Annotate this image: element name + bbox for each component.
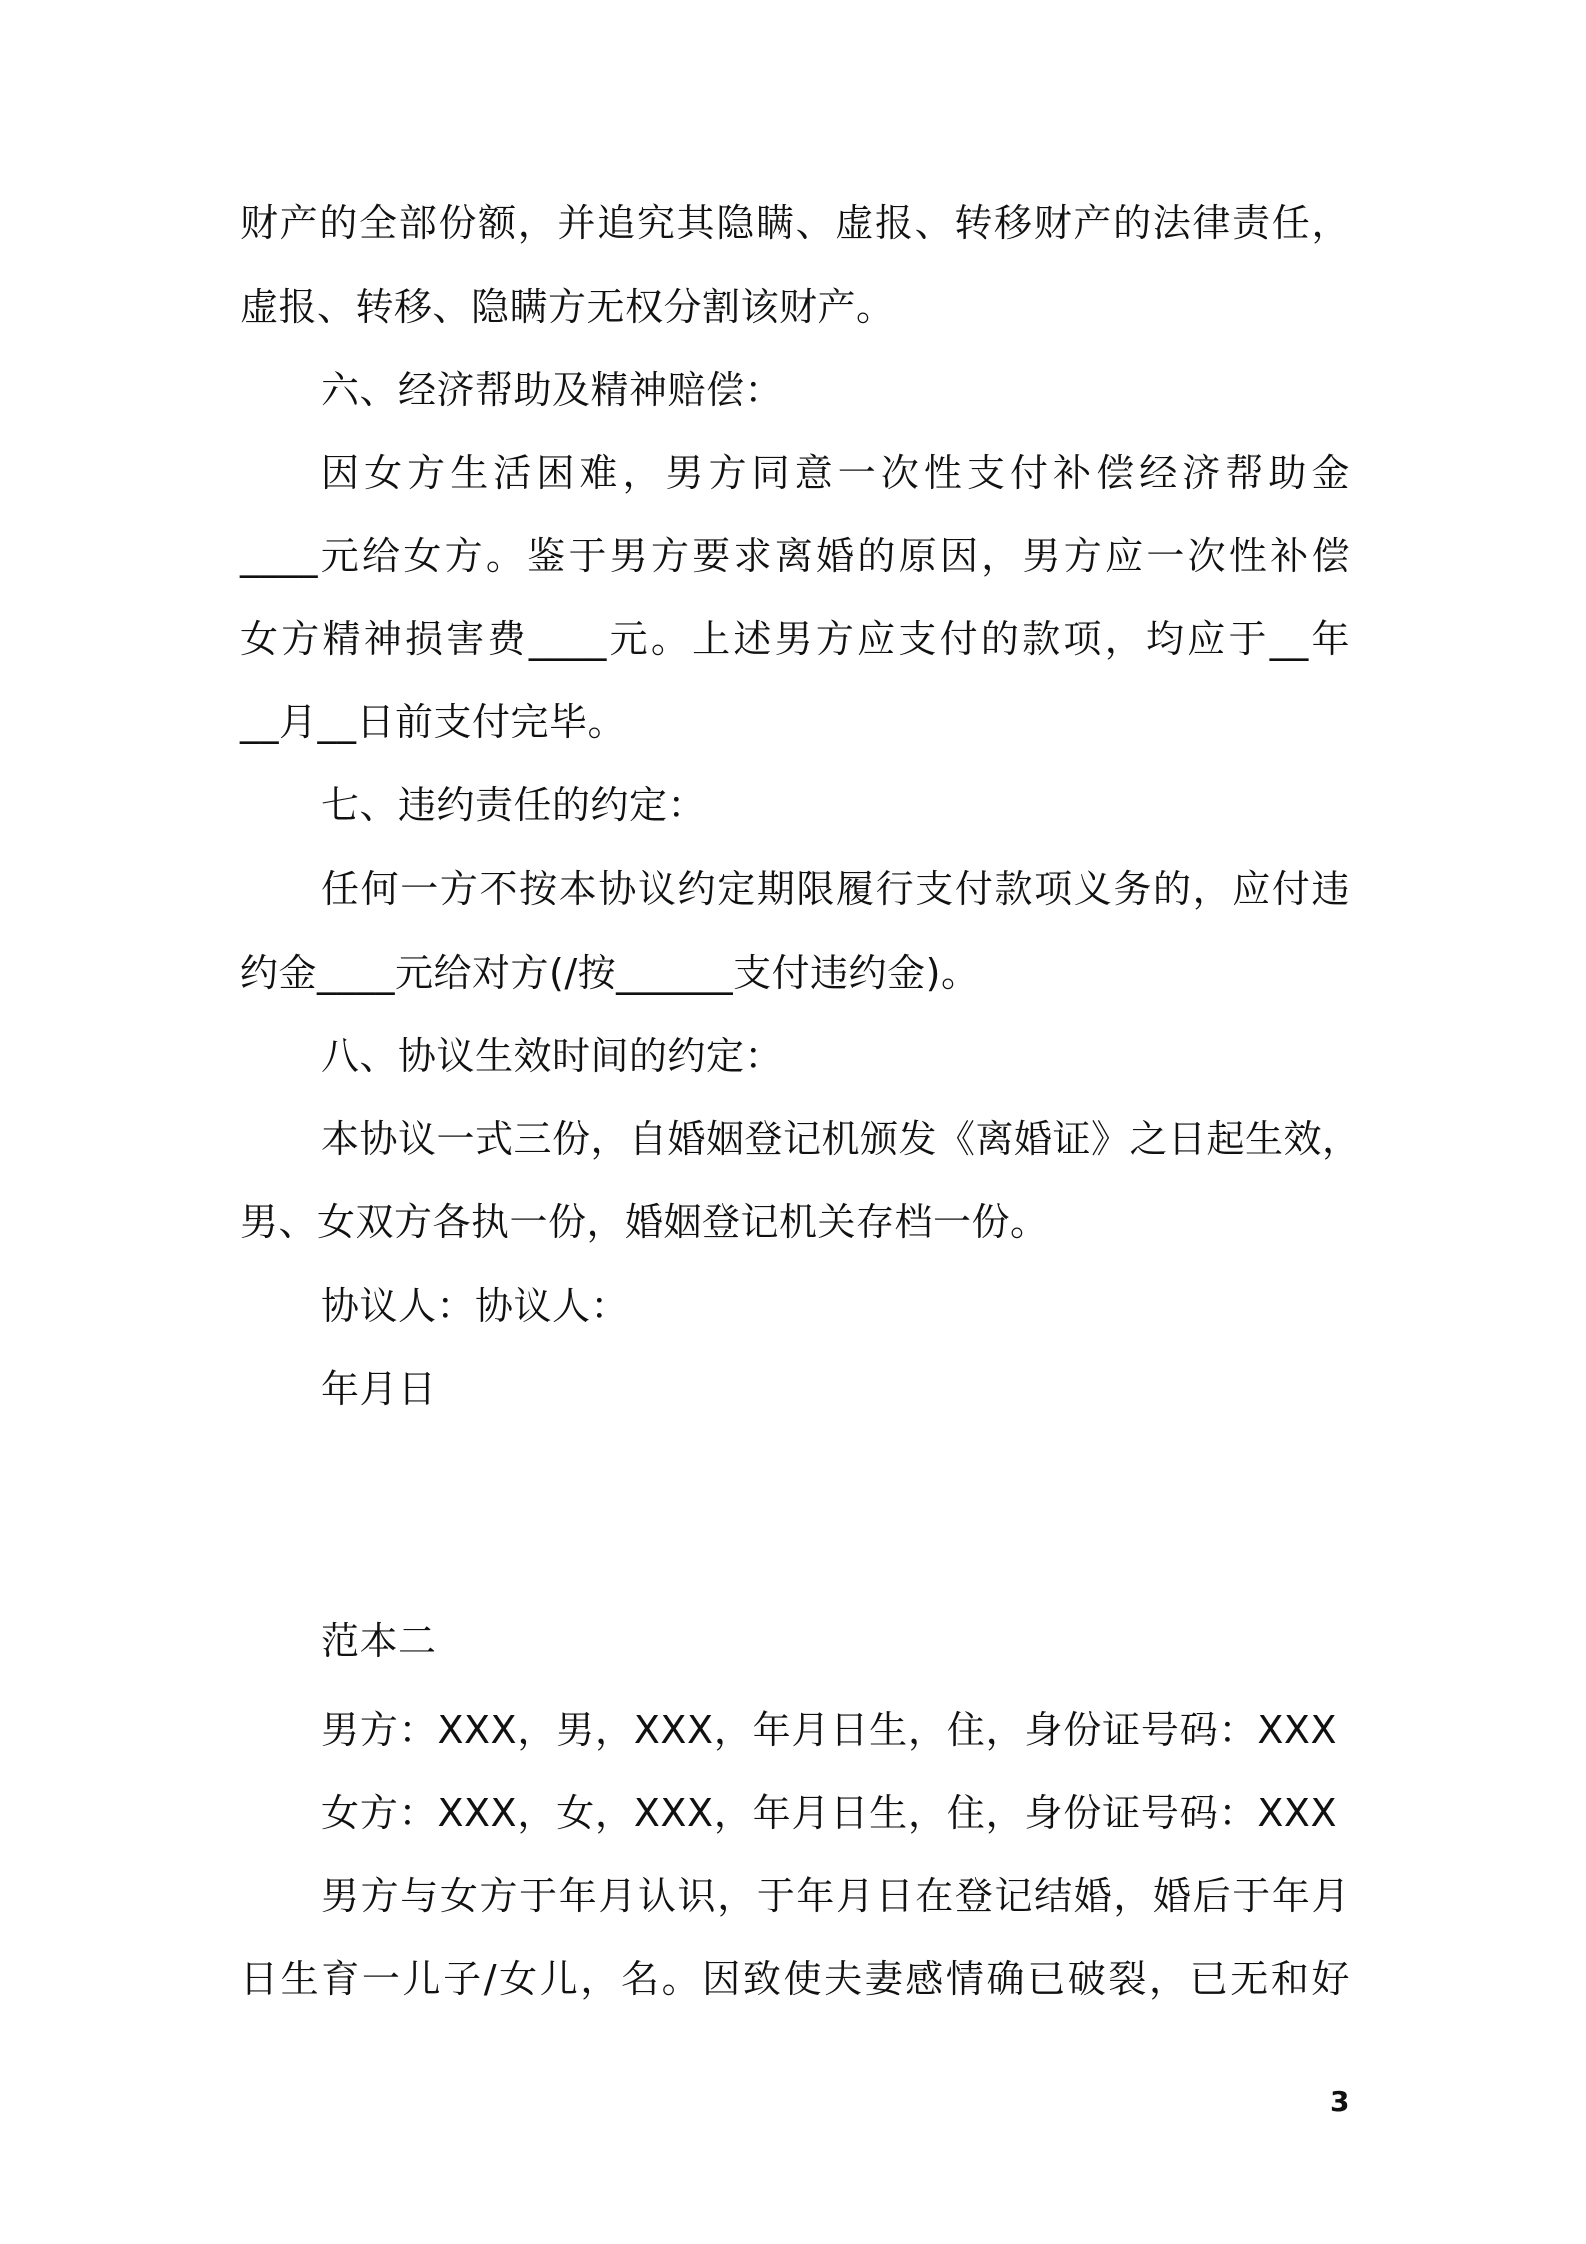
- text-line-7: __月__日前支付完毕。: [240, 700, 627, 744]
- text-line-19: 男方与女方于年月认识，于年月日在登记结婚，婚后于年月: [321, 1874, 1350, 1918]
- page-number: 3: [1330, 2085, 1350, 2118]
- text-line-10: 约金____元给对方(/按______支付违约金)。: [240, 951, 980, 995]
- text-line-12: 本协议一式三份，自婚姻登记机颁发《离婚证》之日起生效，: [321, 1117, 1361, 1161]
- text-line-9: 任何一方不按本协议约定期限履行支付款项义务的，应付违: [321, 867, 1350, 911]
- template-two-heading: 范本二: [321, 1619, 437, 1663]
- text-line-4: 因女方生活困难，男方同意一次性支付补偿经济帮助金: [321, 451, 1350, 495]
- date-line: 年月日: [321, 1367, 437, 1411]
- female-party-line: 女方：XXX，女，XXX，年月日生，住，身份证号码：XXX: [321, 1791, 1337, 1835]
- signatories-line: 协议人：协议人：: [321, 1284, 630, 1328]
- section-heading-6: 六、经济帮助及精神赔偿：: [321, 368, 784, 412]
- text-line-5: ____元给女方。鉴于男方要求离婚的原因，男方应一次性补偿: [240, 534, 1350, 578]
- text-line-20: 日生育一儿子/女儿，名。因致使夫妻感情确已破裂，已无和好: [240, 1957, 1350, 2001]
- text-line-1: 财产的全部份额，并追究其隐瞒、虚报、转移财产的法律责任，: [240, 201, 1350, 245]
- text-line-2: 虚报、转移、隐瞒方无权分割该财产。: [240, 285, 895, 329]
- section-heading-8: 八、协议生效时间的约定：: [321, 1034, 784, 1078]
- male-party-line: 男方：XXX，男，XXX，年月日生，住，身份证号码：XXX: [321, 1708, 1337, 1752]
- section-heading-7: 七、违约责任的约定：: [321, 783, 707, 827]
- text-line-13: 男、女双方各执一份，婚姻登记机关存档一份。: [240, 1200, 1049, 1244]
- text-line-6: 女方精神损害费____元。上述男方应支付的款项，均应于__年: [240, 617, 1350, 661]
